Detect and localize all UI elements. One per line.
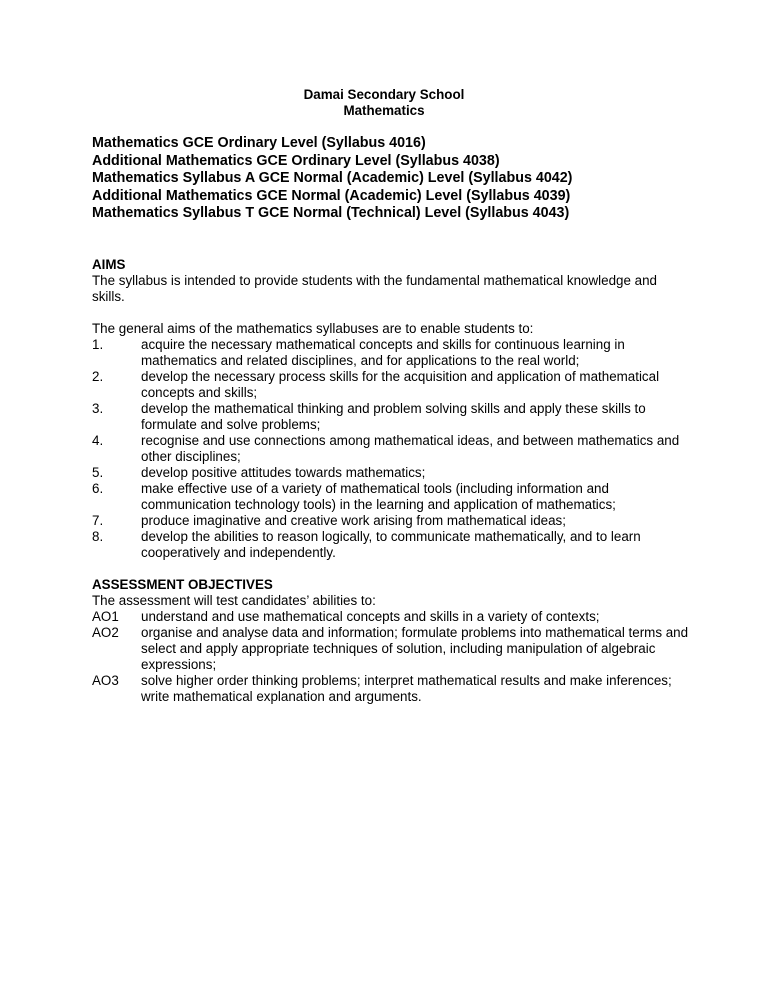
aims-list-item bbox=[92, 401, 692, 433]
aims-item-number: 4. bbox=[92, 432, 104, 448]
aims-item-text: develop positive attitudes towards mathematics; bbox=[141, 464, 426, 480]
aims-item-text: develop the abilities to reason logically, to communicate mathematically, and to learn cooperatively and independently. bbox=[141, 528, 641, 560]
document-page bbox=[92, 87, 692, 705]
syllabus-list bbox=[92, 135, 692, 223]
aims-description: The syllabus is intended to provide students with the fundamental mathematical knowledge and skills. bbox=[92, 272, 657, 304]
objective-code: AO1 bbox=[92, 608, 119, 624]
aims-list-item bbox=[92, 433, 692, 465]
aims-item-number: 6. bbox=[92, 480, 104, 496]
subject-title: Mathematics bbox=[343, 103, 425, 118]
syllabus-item: Additional Mathematics GCE Ordinary Level (Syllabus 4038) bbox=[92, 152, 500, 169]
aims-heading: AIMS bbox=[92, 256, 126, 272]
aims-item-number: 8. bbox=[92, 528, 104, 544]
aims-item-number: 1. bbox=[92, 336, 104, 352]
aims-item-text: produce imaginative and creative work arising from mathematical ideas; bbox=[141, 512, 566, 528]
aims-list-item bbox=[92, 369, 692, 401]
aims-list-item bbox=[92, 529, 692, 561]
syllabus-item: Mathematics Syllabus T GCE Normal (Technical) Level (Syllabus 4043) bbox=[92, 205, 570, 222]
aims-item-text: make effective use of a variety of mathematical tools (including information and communication technology tools) in the learning and application of mathematics; bbox=[141, 480, 616, 512]
objective-code: AO3 bbox=[92, 672, 119, 688]
aims-list-item bbox=[92, 481, 692, 513]
aims-item-number: 2. bbox=[92, 368, 104, 384]
aims-item-text: develop the necessary process skills for the acquisition and application of mathematical concepts and skills; bbox=[141, 368, 660, 400]
aims-item-text: recognise and use connections among mathematical ideas, and between mathematics and other disciplines; bbox=[141, 432, 680, 464]
assessment-heading: ASSESSMENT OBJECTIVES bbox=[92, 576, 273, 592]
aims-item-text: acquire the necessary mathematical concepts and skills for continuous learning in mathematics and related disciplines, and for applications to the real world; bbox=[141, 336, 625, 368]
aims-list-item bbox=[92, 337, 692, 369]
syllabus-item: Mathematics Syllabus A GCE Normal (Academic) Level (Syllabus 4042) bbox=[92, 170, 573, 187]
objective-code: AO2 bbox=[92, 624, 119, 640]
aims-item-number: 3. bbox=[92, 400, 104, 416]
assessment-section bbox=[92, 577, 692, 705]
objective-text: understand and use mathematical concepts and skills in a variety of contexts; bbox=[141, 608, 600, 624]
aims-item-number: 7. bbox=[92, 512, 104, 528]
aims-intro: The general aims of the mathematics syllabuses are to enable students to: bbox=[92, 320, 534, 336]
syllabus-item: Additional Mathematics GCE Normal (Academic) Level (Syllabus 4039) bbox=[92, 187, 571, 204]
objective-text: solve higher order thinking problems; interpret mathematical results and make inferences; write mathematical explanation and arguments. bbox=[141, 672, 672, 704]
aims-item-number: 5. bbox=[92, 464, 104, 480]
aims-list bbox=[92, 337, 692, 561]
school-name: Damai Secondary School bbox=[303, 87, 465, 102]
assessment-objective bbox=[92, 609, 692, 625]
syllabus-item: Mathematics GCE Ordinary Level (Syllabus 4016) bbox=[92, 135, 426, 151]
assessment-objective bbox=[92, 625, 692, 673]
aims-section bbox=[92, 257, 692, 561]
assessment-intro: The assessment will test candidates’ abilities to: bbox=[92, 592, 376, 608]
aims-list-item bbox=[92, 513, 692, 529]
objective-text: organise and analyse data and information; formulate problems into mathematical terms and select and apply appropriate techniques of solution, including manipulation of algebraic expressions; bbox=[141, 624, 689, 672]
document-header bbox=[92, 87, 676, 119]
aims-list-item bbox=[92, 465, 692, 481]
assessment-objective bbox=[92, 673, 692, 705]
aims-item-text: develop the mathematical thinking and problem solving skills and apply these skills to formulate and solve problems; bbox=[141, 400, 646, 432]
